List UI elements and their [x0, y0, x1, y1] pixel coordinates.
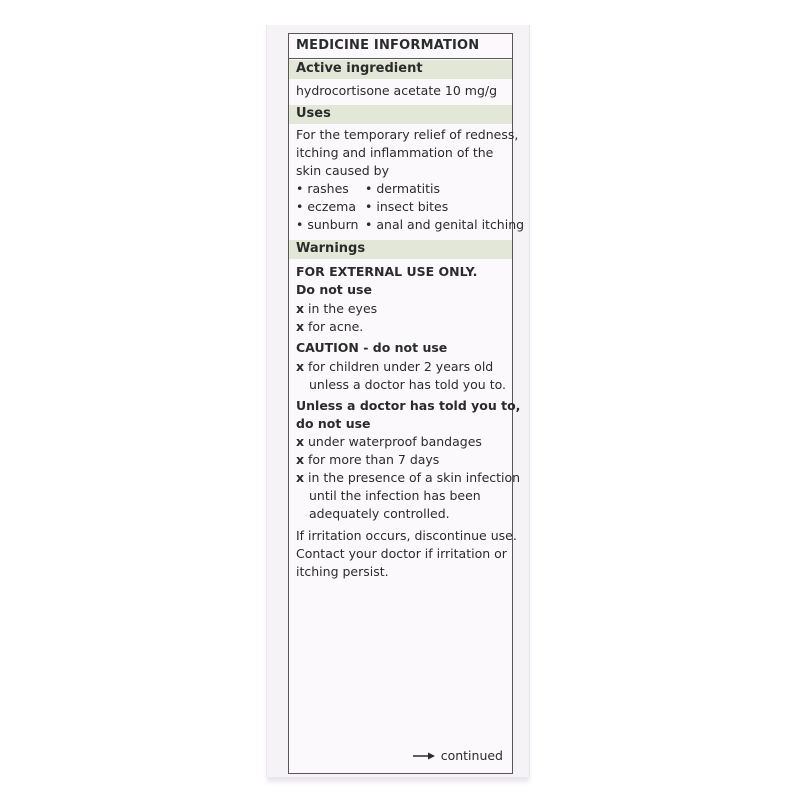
- closing-note-line: itching persist.: [296, 564, 389, 579]
- caution-heading: CAUTION - do not use: [296, 340, 448, 355]
- warning-item: x in the eyes: [296, 301, 378, 316]
- section-heading-warnings: Warnings: [296, 241, 366, 256]
- warning-item-continuation: adequately controlled.: [309, 506, 450, 521]
- x-mark-icon: x: [296, 301, 305, 316]
- section-heading-uses: Uses: [296, 106, 331, 121]
- x-mark-icon: x: [296, 470, 305, 485]
- uses-bullet: • anal and genital itching: [365, 217, 525, 232]
- x-mark-icon: x: [296, 452, 305, 467]
- x-mark-icon: x: [296, 434, 305, 449]
- uses-intro-line: itching and inflammation of the: [296, 145, 494, 160]
- continued-label: continued: [440, 748, 503, 763]
- warning-item-continuation: until the infection has been: [309, 488, 481, 503]
- warning-item: x for children under 2 years old: [296, 359, 494, 374]
- uses-bullet: • insect bites: [365, 199, 449, 214]
- bullet-icon: •: [365, 217, 373, 232]
- warning-item: x in the presence of a skin infection: [296, 470, 521, 485]
- section-warnings: [289, 240, 512, 259]
- section-active-ingredient: [289, 60, 512, 79]
- uses-bullet: • sunburn: [296, 217, 359, 232]
- warning-item: x under waterproof bandages: [296, 434, 482, 449]
- panel-title: MEDICINE INFORMATION: [296, 38, 480, 53]
- uses-intro-line: For the temporary relief of redness,: [296, 127, 519, 142]
- uses-bullet: • dermatitis: [365, 181, 441, 196]
- warning-item: x for more than 7 days: [296, 452, 440, 467]
- bullet-icon: •: [296, 181, 304, 196]
- section-uses: [289, 105, 512, 124]
- title-divider: [289, 58, 512, 59]
- x-mark-icon: x: [296, 359, 305, 374]
- unless-heading: do not use: [296, 416, 371, 431]
- bullet-icon: •: [296, 199, 304, 214]
- uses-bullet: • rashes: [296, 181, 349, 196]
- warning-item: x for acne.: [296, 319, 364, 334]
- closing-note-line: Contact your doctor if irritation or: [296, 546, 507, 561]
- bullet-icon: •: [365, 199, 373, 214]
- section-heading-active-ingredient: Active ingredient: [296, 61, 423, 76]
- do-not-use-heading: Do not use: [296, 282, 372, 297]
- uses-bullet: • eczema: [296, 199, 357, 214]
- closing-note-line: If irritation occurs, discontinue use.: [296, 528, 517, 543]
- bullet-icon: •: [296, 217, 304, 232]
- uses-intro-line: skin caused by: [296, 163, 390, 178]
- x-mark-icon: x: [296, 319, 305, 334]
- active-ingredient-text: hydrocortisone acetate 10 mg/g: [296, 83, 498, 98]
- medicine-information-panel: [288, 33, 525, 774]
- bullet-icon: •: [365, 181, 373, 196]
- warning-item-continuation: unless a doctor has told you to.: [309, 377, 506, 392]
- arrow-right-icon: [413, 751, 435, 761]
- external-use-notice: FOR EXTERNAL USE ONLY.: [296, 264, 478, 279]
- unless-heading: Unless a doctor has told you to,: [296, 398, 521, 413]
- continued-indicator: [413, 748, 503, 763]
